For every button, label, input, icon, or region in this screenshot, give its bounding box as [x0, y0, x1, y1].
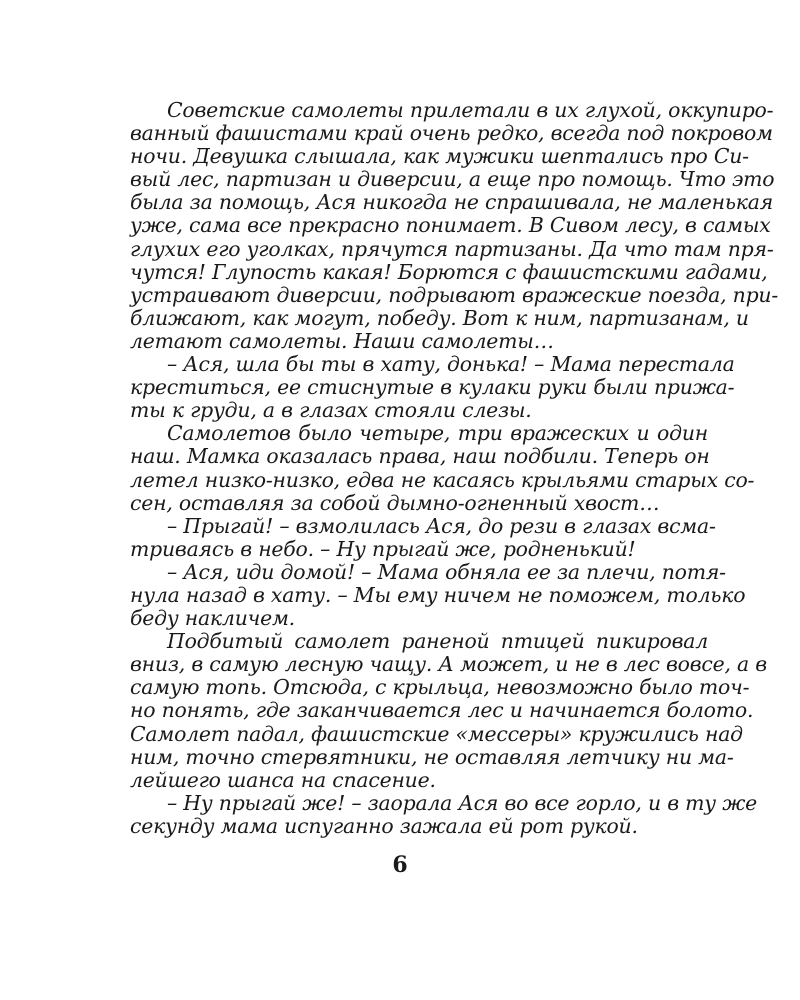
- text-line: глухих его уголках, прячутся партизаны. Да что там пря-: [130, 236, 774, 261]
- text-line: летают самолеты. Наши самолеты…: [130, 328, 554, 353]
- text-line: вый лес, партизан и диверсии, а еще про помощь. Что это: [130, 167, 775, 192]
- text-line: Самолет падал, фашистские «мессеры» кружились над: [130, 721, 743, 746]
- text-line: – Ну прыгай же! – заорала Ася во все горло, и в ту же: [167, 790, 758, 815]
- text-line: Подбитый самолет раненой птицей пикировал: [167, 629, 708, 654]
- text-line: устраивают диверсии, подрывают вражеские поезда, при-: [130, 282, 779, 307]
- text-line: наш. Мамка оказалась права, наш подбили. Теперь он: [130, 444, 710, 469]
- text-line: нула назад в хату. – Мы ему ничем не поможем, только: [130, 582, 746, 607]
- text-line: ним, точно стервятники, не оставляя летчику ни ма-: [130, 744, 734, 769]
- text-line: креститься, ее стиснутые в кулаки руки были прижа-: [130, 375, 735, 400]
- text-line: была за помощь, Ася никогда не спрашивала, не маленькая: [130, 190, 774, 215]
- text-line: триваясь в небо. – Ну прыгай же, родненький!: [130, 536, 636, 561]
- text-line: ночи. Девушка слышала, как мужики шептались про Си-: [130, 144, 749, 169]
- text-line: ты к груди, а в глазах стояли слезы.: [130, 398, 532, 423]
- text-line: но понять, где заканчивается лес и начинается болото.: [130, 698, 754, 723]
- text-line: Советские самолеты прилетали в их глухой, оккупиро-: [167, 98, 774, 122]
- text-line: уже, сама все прекрасно понимает. В Сивом лесу, в самых: [130, 213, 771, 238]
- text-line: – Ася, иди домой! – Мама обняла ее за плечи, потя-: [167, 559, 726, 584]
- body-text: [130, 98, 779, 838]
- text-line: самую топь. Отсюда, с крыльца, невозможно было точ-: [130, 675, 750, 700]
- page-number: 6: [392, 852, 408, 878]
- text-line: лейшего шанса на спасение.: [130, 767, 436, 792]
- text-line: ванный фашистами край очень редко, всегда под покровом: [130, 121, 773, 146]
- text-line: – Прыгай! – взмолилась Ася, до рези в глазах всма-: [167, 513, 716, 538]
- text-line: летел низко-низко, едва не касаясь крыльями старых со-: [130, 467, 755, 492]
- text-line: – Ася, шла бы ты в хату, донька! – Мама перестала: [167, 352, 735, 377]
- text-line: ближают, как могут, победу. Вот к ним, партизанам, и: [130, 305, 749, 330]
- text-line: вниз, в самую лесную чащу. А может, и не в лес вовсе, а в: [130, 652, 767, 677]
- text-line: чутся! Глупость какая! Борются с фашистскими гадами,: [130, 259, 768, 284]
- text-line: секунду мама испуганно зажала ей рот рукой.: [130, 813, 638, 838]
- text-line: беду накличем.: [130, 606, 295, 631]
- text-line: Самолетов было четыре, три вражеских и один: [167, 421, 708, 446]
- text-line: сен, оставляя за собой дымно-огненный хвост…: [130, 490, 660, 515]
